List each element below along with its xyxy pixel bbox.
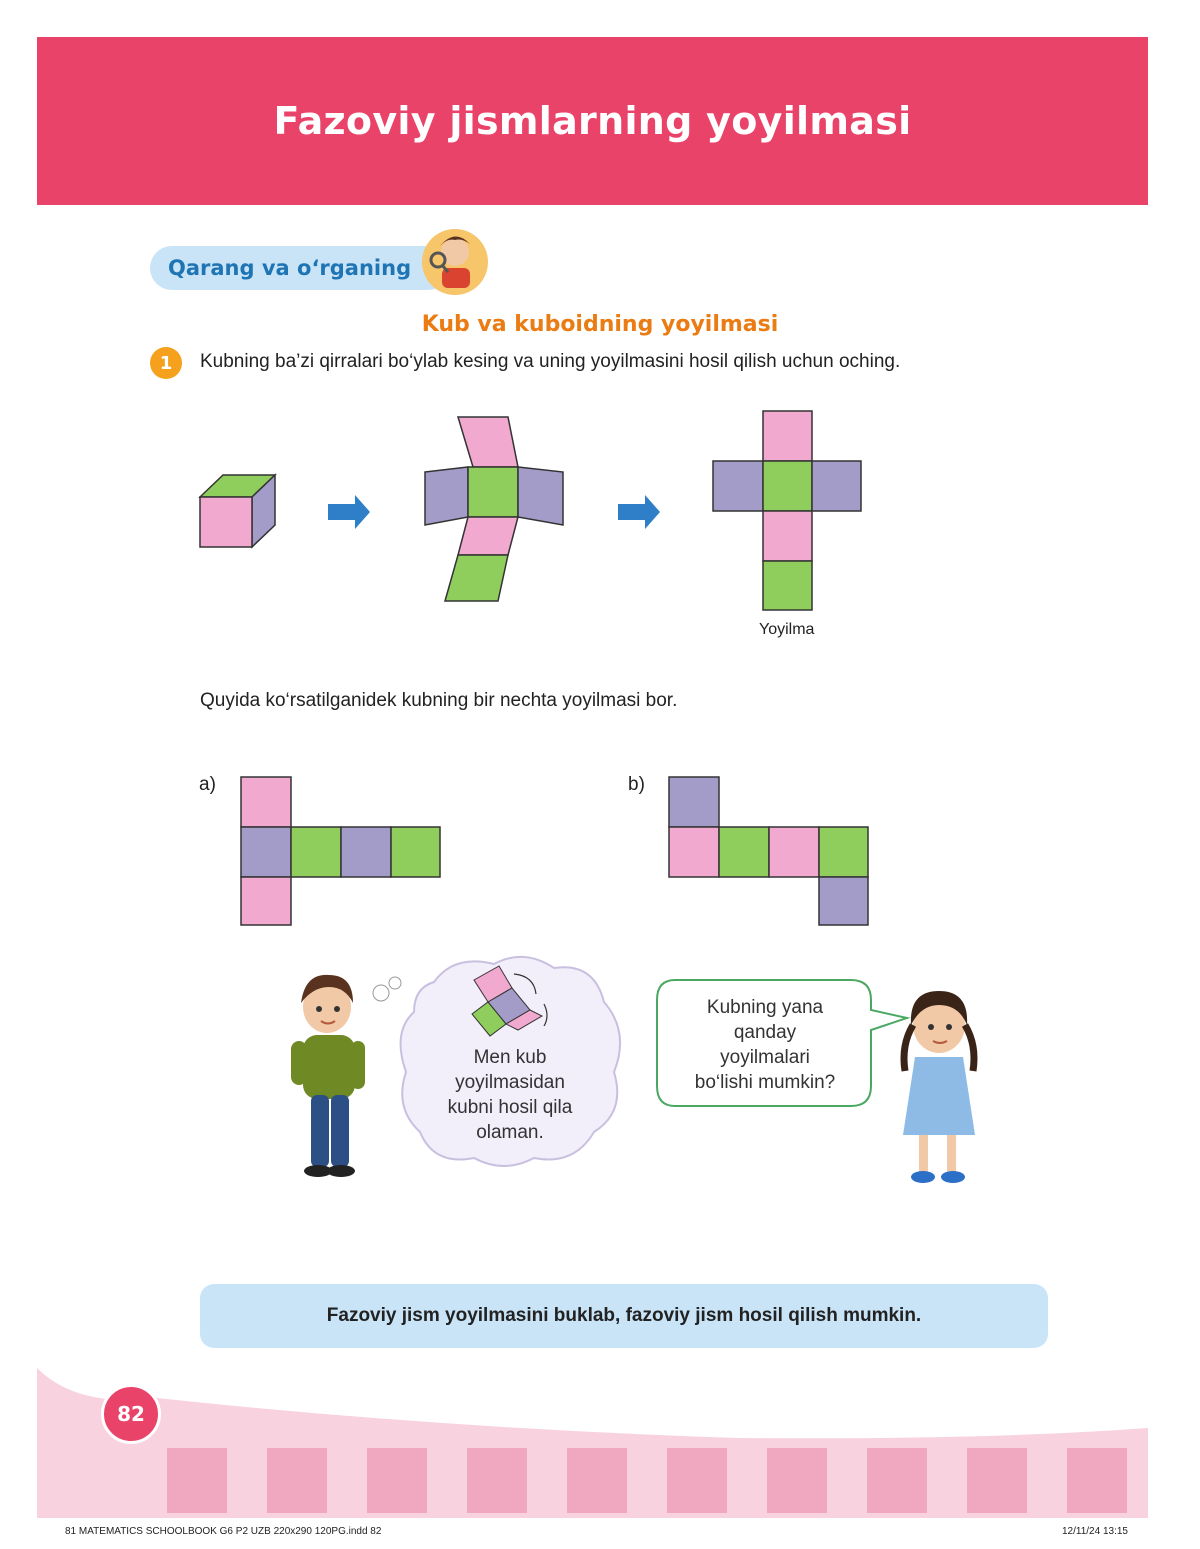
girl-bubble-line: bo‘lishi mumkin? [694,1072,836,1093]
boy-magnifier-avatar [420,222,490,296]
net-a-label: a) [199,774,216,795]
net-b-drawing [667,775,871,927]
net-b-label: b) [628,774,645,795]
partial-unfold-drawing [425,417,563,601]
girl-bubble-line: Kubning yana [706,997,824,1018]
cube-drawing [200,475,275,547]
boy-bubble-line: yoyilmasidan [455,1072,565,1093]
task-text: Kubning ba’zi qirralari bo‘ylab kesing va uning yoyilmasini hosil qilish uchun oching. [200,351,901,372]
task-number-badge: 1 [150,347,182,379]
title-band [37,37,1148,205]
page-title: Fazoviy jismlarning yoyilmasi [273,99,912,143]
boy-bubble-text [420,1045,600,1145]
right-arrow-icon [328,495,370,529]
right-arrow-icon [618,495,660,529]
page-number: 82 [101,1384,161,1444]
girl-bubble-line: qanday [733,1022,797,1043]
section-label: Qarang va o‘rganing [150,246,450,290]
nets-intro-text: Quyida ko‘rsatilganidek kubning bir nechta yoyilmasi bor. [200,690,678,711]
cube-unfold-figure [195,405,875,645]
girl-bubble-text [665,995,865,1095]
decorative-ikat-border [37,1368,1148,1518]
boy-bubble-line: kubni hosil qila [447,1097,573,1118]
girl-bubble-line: yoyilmalari [720,1047,810,1068]
footer-file-info: 81 MATEMATICS SCHOOLBOOK G6 P2 UZB 220x290 120PG.indd 82 [65,1526,382,1537]
boy-bubble-line: olaman. [476,1122,544,1143]
footer-timestamp: 12/11/24 13:15 [1062,1526,1128,1537]
girl-character [895,985,985,1190]
net-a-drawing [239,775,443,927]
net-caption: Yoyilma [759,621,815,638]
info-box: Fazoviy jism yoyilmasini buklab, fazoviy jism hosil qilish mumkin. [200,1284,1048,1348]
section-subtitle: Kub va kuboidning yoyilmasi [421,312,779,337]
boy-character [285,965,405,1180]
boy-bubble-line: Men kub [473,1047,547,1068]
cube-net-drawing [713,411,861,610]
